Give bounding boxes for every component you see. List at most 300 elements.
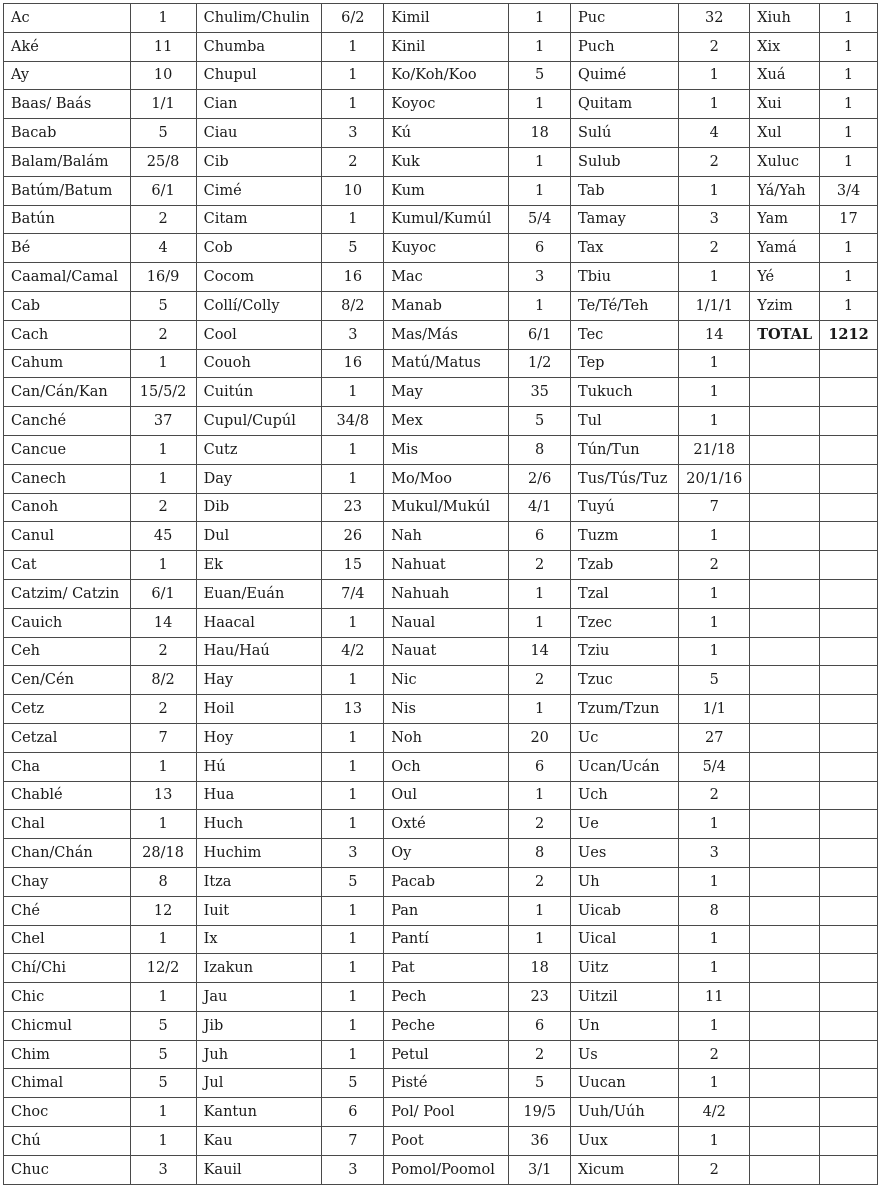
table-body xyxy=(4,4,878,1185)
count-cell: 1 xyxy=(322,464,384,493)
surname-cell: Hau/Haú xyxy=(196,637,322,666)
count-cell: 1 xyxy=(130,464,196,493)
surname-cell: Cetz xyxy=(4,695,131,724)
surname-cell: Dul xyxy=(196,522,322,551)
count-cell: 5 xyxy=(322,1069,384,1098)
surname-cell: Ac xyxy=(4,4,131,33)
surname-cell: Hoy xyxy=(196,723,322,752)
count-cell: 7 xyxy=(130,723,196,752)
surname-cell: Nis xyxy=(384,695,509,724)
surname-cell: Pol/ Pool xyxy=(384,1098,509,1127)
count-cell: 2 xyxy=(679,781,750,810)
count-cell xyxy=(820,464,878,493)
count-cell: 1 xyxy=(820,32,878,61)
count-cell: 5 xyxy=(322,234,384,263)
surname-cell: Tuzm xyxy=(571,522,679,551)
surname-cell: Nahuat xyxy=(384,551,509,580)
surname-cell: Tzuc xyxy=(571,666,679,695)
surname-cell: Chic xyxy=(4,983,131,1012)
surname-cell: Cancue xyxy=(4,435,131,464)
surname-cell: Aké xyxy=(4,32,131,61)
count-cell: 1 xyxy=(322,61,384,90)
surname-cell xyxy=(750,1011,820,1040)
count-cell: 5 xyxy=(509,407,571,436)
count-cell: 7 xyxy=(322,1127,384,1156)
surname-cell: Couoh xyxy=(196,349,322,378)
count-cell: 1 xyxy=(679,176,750,205)
surname-cell: Canul xyxy=(4,522,131,551)
surname-cell: Kantun xyxy=(196,1098,322,1127)
count-cell xyxy=(820,839,878,868)
count-cell: 19/5 xyxy=(509,1098,571,1127)
table-row xyxy=(4,867,878,896)
count-cell: 14 xyxy=(509,637,571,666)
surname-cell: Citam xyxy=(196,205,322,234)
surname-cell: Ek xyxy=(196,551,322,580)
table-row xyxy=(4,234,878,263)
count-cell xyxy=(820,493,878,522)
surname-cell xyxy=(750,954,820,983)
count-cell: 11 xyxy=(679,983,750,1012)
count-cell: 1 xyxy=(130,983,196,1012)
count-cell: 1 xyxy=(509,925,571,954)
count-cell: 34/8 xyxy=(322,407,384,436)
count-cell: 2 xyxy=(130,695,196,724)
count-cell: 1 xyxy=(322,378,384,407)
count-cell: 2 xyxy=(509,810,571,839)
count-cell: 1 xyxy=(130,925,196,954)
surname-cell: Pech xyxy=(384,983,509,1012)
surname-cell xyxy=(750,723,820,752)
surname-cell xyxy=(750,551,820,580)
count-cell: 1 xyxy=(679,349,750,378)
surname-cell: Mis xyxy=(384,435,509,464)
table-row xyxy=(4,810,878,839)
surname-cell: Cian xyxy=(196,90,322,119)
surname-cell xyxy=(750,1155,820,1184)
surname-cell: Chan/Chán xyxy=(4,839,131,868)
surname-cell: Un xyxy=(571,1011,679,1040)
count-cell: 1 xyxy=(679,1011,750,1040)
surname-cell: Pisté xyxy=(384,1069,509,1098)
surname-cell: Canech xyxy=(4,464,131,493)
count-cell: 20/1/16 xyxy=(679,464,750,493)
surname-cell xyxy=(750,1098,820,1127)
count-cell: 6 xyxy=(509,522,571,551)
surname-cell xyxy=(750,781,820,810)
surname-cell: Chay xyxy=(4,867,131,896)
count-cell: 1 xyxy=(130,1098,196,1127)
surname-cell: Izakun xyxy=(196,954,322,983)
count-cell: 2 xyxy=(322,147,384,176)
count-cell: 16/9 xyxy=(130,263,196,292)
count-cell: 4/2 xyxy=(322,637,384,666)
surname-cell: Kuk xyxy=(384,147,509,176)
table-row xyxy=(4,1040,878,1069)
surname-cell: Chim xyxy=(4,1040,131,1069)
surname-cell: Nic xyxy=(384,666,509,695)
surname-cell: Cimé xyxy=(196,176,322,205)
surname-cell: Ix xyxy=(196,925,322,954)
count-cell: 8/2 xyxy=(322,291,384,320)
count-cell: 11 xyxy=(130,32,196,61)
count-cell xyxy=(820,954,878,983)
count-cell: 6/1 xyxy=(130,579,196,608)
surname-cell: Uh xyxy=(571,867,679,896)
count-cell: 2 xyxy=(679,234,750,263)
count-cell: 18 xyxy=(509,119,571,148)
table-row xyxy=(4,349,878,378)
count-cell: 13 xyxy=(130,781,196,810)
surname-cell: Uuh/Uúh xyxy=(571,1098,679,1127)
count-cell: 1/1/1 xyxy=(679,291,750,320)
count-cell: 1 xyxy=(509,781,571,810)
count-cell xyxy=(820,1069,878,1098)
surname-cell xyxy=(750,608,820,637)
count-cell xyxy=(820,608,878,637)
surname-cell xyxy=(750,407,820,436)
surname-cell: Xiuh xyxy=(750,4,820,33)
surname-cell: Pat xyxy=(384,954,509,983)
surname-cell: Chal xyxy=(4,810,131,839)
surname-cell: Cetzal xyxy=(4,723,131,752)
surname-cell: Dib xyxy=(196,493,322,522)
table-row xyxy=(4,896,878,925)
surname-cell: Tún/Tun xyxy=(571,435,679,464)
surname-cell: Nahuah xyxy=(384,579,509,608)
count-cell: 2 xyxy=(130,493,196,522)
count-cell: 1 xyxy=(130,551,196,580)
count-cell: 2 xyxy=(509,867,571,896)
count-cell: 3/1 xyxy=(509,1155,571,1184)
count-cell: 1 xyxy=(509,608,571,637)
surname-cell: Chicmul xyxy=(4,1011,131,1040)
surname-cell: Tax xyxy=(571,234,679,263)
surname-cell xyxy=(750,522,820,551)
count-cell: 2/6 xyxy=(509,464,571,493)
surname-cell: Tamay xyxy=(571,205,679,234)
surname-cell: Peche xyxy=(384,1011,509,1040)
surname-cell: Oxté xyxy=(384,810,509,839)
surname-cell: Och xyxy=(384,752,509,781)
table-row xyxy=(4,176,878,205)
count-cell: 8/2 xyxy=(130,666,196,695)
count-cell: 5 xyxy=(130,1069,196,1098)
count-cell: 1 xyxy=(509,896,571,925)
count-cell: 32 xyxy=(679,4,750,33)
surname-cell: Ue xyxy=(571,810,679,839)
table-row xyxy=(4,522,878,551)
surname-cell xyxy=(750,810,820,839)
surname-cell xyxy=(750,435,820,464)
table-row xyxy=(4,1127,878,1156)
surname-cell: Chablé xyxy=(4,781,131,810)
surname-cell: Kau xyxy=(196,1127,322,1156)
count-cell: 2 xyxy=(509,666,571,695)
surname-cell: Ciau xyxy=(196,119,322,148)
count-cell: 8 xyxy=(509,435,571,464)
surname-cell: Euan/Euán xyxy=(196,579,322,608)
surname-cell xyxy=(750,464,820,493)
count-cell xyxy=(820,1098,878,1127)
count-cell: 8 xyxy=(130,867,196,896)
surname-cell: Bé xyxy=(4,234,131,263)
surname-cell: Xuluc xyxy=(750,147,820,176)
surname-cell xyxy=(750,839,820,868)
count-cell: 1 xyxy=(679,867,750,896)
count-cell: 7 xyxy=(679,493,750,522)
surname-cell: Balam/Balám xyxy=(4,147,131,176)
count-cell: 5 xyxy=(322,867,384,896)
count-cell: 12/2 xyxy=(130,954,196,983)
count-cell: 1 xyxy=(509,90,571,119)
surname-cell xyxy=(750,695,820,724)
count-cell: 4/1 xyxy=(509,493,571,522)
count-cell: 21/18 xyxy=(679,435,750,464)
surname-cell: Uical xyxy=(571,925,679,954)
count-cell xyxy=(820,579,878,608)
surname-cell: Cen/Cén xyxy=(4,666,131,695)
surname-cell: Tus/Tús/Tuz xyxy=(571,464,679,493)
surname-cell xyxy=(750,666,820,695)
surname-cell: Tzal xyxy=(571,579,679,608)
count-cell: 1 xyxy=(130,349,196,378)
count-cell: 1 xyxy=(322,781,384,810)
count-cell: 1 xyxy=(130,810,196,839)
table-row xyxy=(4,637,878,666)
total-value: 1212 xyxy=(820,320,878,349)
surname-cell xyxy=(750,1127,820,1156)
table-row xyxy=(4,407,878,436)
count-cell: 4/2 xyxy=(679,1098,750,1127)
surname-cell: Petul xyxy=(384,1040,509,1069)
count-cell: 2 xyxy=(509,1040,571,1069)
surname-cell: Tul xyxy=(571,407,679,436)
table-row xyxy=(4,1069,878,1098)
surname-cell: Cob xyxy=(196,234,322,263)
surname-cell: Kum xyxy=(384,176,509,205)
surname-cell: Yamá xyxy=(750,234,820,263)
count-cell: 1 xyxy=(322,810,384,839)
count-cell: 1 xyxy=(679,1069,750,1098)
surname-cell: Cat xyxy=(4,551,131,580)
surname-cell: Tzec xyxy=(571,608,679,637)
surname-cell: Ko/Koh/Koo xyxy=(384,61,509,90)
surname-cell xyxy=(750,637,820,666)
surname-cell: Cauich xyxy=(4,608,131,637)
count-cell: 20 xyxy=(509,723,571,752)
count-cell: 1 xyxy=(509,147,571,176)
count-cell: 1 xyxy=(679,61,750,90)
count-cell: 12 xyxy=(130,896,196,925)
surname-cell xyxy=(750,378,820,407)
count-cell: 36 xyxy=(509,1127,571,1156)
table-row xyxy=(4,666,878,695)
count-cell: 15 xyxy=(322,551,384,580)
surname-cell: Ceh xyxy=(4,637,131,666)
count-cell: 1 xyxy=(130,752,196,781)
surname-cell: Cupul/Cupúl xyxy=(196,407,322,436)
count-cell: 2 xyxy=(130,320,196,349)
count-cell: 4 xyxy=(130,234,196,263)
count-cell: 1 xyxy=(322,954,384,983)
table-row xyxy=(4,925,878,954)
surname-cell: Oy xyxy=(384,839,509,868)
table-row xyxy=(4,551,878,580)
count-cell: 1 xyxy=(820,61,878,90)
surname-cell xyxy=(750,579,820,608)
surname-cell: Can/Cán/Kan xyxy=(4,378,131,407)
count-cell: 1 xyxy=(820,234,878,263)
count-cell: 2 xyxy=(679,147,750,176)
surname-cell: Huch xyxy=(196,810,322,839)
surname-cell: Poot xyxy=(384,1127,509,1156)
count-cell: 5 xyxy=(509,1069,571,1098)
count-cell: 1 xyxy=(679,954,750,983)
count-cell: 1 xyxy=(322,723,384,752)
surname-cell: Cuitún xyxy=(196,378,322,407)
surname-cell: Yzim xyxy=(750,291,820,320)
surname-cell: Pantí xyxy=(384,925,509,954)
count-cell: 6/1 xyxy=(509,320,571,349)
count-cell: 1 xyxy=(509,695,571,724)
surname-cell: Mo/Moo xyxy=(384,464,509,493)
surname-cell: Naual xyxy=(384,608,509,637)
count-cell: 5/4 xyxy=(679,752,750,781)
surname-cell: Us xyxy=(571,1040,679,1069)
count-cell: 26 xyxy=(322,522,384,551)
count-cell xyxy=(820,1155,878,1184)
surname-cell xyxy=(750,983,820,1012)
surname-cell: Canché xyxy=(4,407,131,436)
count-cell xyxy=(820,1040,878,1069)
count-cell xyxy=(820,378,878,407)
surname-cell: Chel xyxy=(4,925,131,954)
surname-cell: Catzim/ Catzin xyxy=(4,579,131,608)
table-row xyxy=(4,1011,878,1040)
count-cell xyxy=(820,896,878,925)
table-row xyxy=(4,263,878,292)
surname-cell: Nah xyxy=(384,522,509,551)
table-row xyxy=(4,493,878,522)
count-cell: 5 xyxy=(679,666,750,695)
count-cell: 1 xyxy=(322,32,384,61)
count-cell xyxy=(820,983,878,1012)
count-cell: 6 xyxy=(509,1011,571,1040)
table-row xyxy=(4,1155,878,1184)
surname-cell: Itza xyxy=(196,867,322,896)
count-cell xyxy=(820,781,878,810)
count-cell: 35 xyxy=(509,378,571,407)
surname-cell: Tuyú xyxy=(571,493,679,522)
surname-cell: Nauat xyxy=(384,637,509,666)
surname-cell: Ucan/Ucán xyxy=(571,752,679,781)
table-row xyxy=(4,781,878,810)
count-cell: 1/2 xyxy=(509,349,571,378)
count-cell xyxy=(820,695,878,724)
count-cell: 1 xyxy=(679,810,750,839)
surname-cell: Cib xyxy=(196,147,322,176)
count-cell: 6 xyxy=(322,1098,384,1127)
surname-cell: Mukul/Mukúl xyxy=(384,493,509,522)
count-cell: 1 xyxy=(509,32,571,61)
surname-cell: Kuyoc xyxy=(384,234,509,263)
surname-cell: Xui xyxy=(750,90,820,119)
surname-cell: Sulub xyxy=(571,147,679,176)
surname-cell: Ché xyxy=(4,896,131,925)
table-row xyxy=(4,723,878,752)
count-cell: 23 xyxy=(509,983,571,1012)
count-cell: 2 xyxy=(679,551,750,580)
surname-cell: Tbiu xyxy=(571,263,679,292)
count-cell: 27 xyxy=(679,723,750,752)
surname-cell: Batúm/Batum xyxy=(4,176,131,205)
count-cell: 1/1 xyxy=(679,695,750,724)
surname-cell: Xul xyxy=(750,119,820,148)
surname-cell: Kumul/Kumúl xyxy=(384,205,509,234)
count-cell xyxy=(820,867,878,896)
table-row xyxy=(4,435,878,464)
count-cell: 1 xyxy=(820,291,878,320)
count-cell: 1 xyxy=(322,896,384,925)
surname-cell: Noh xyxy=(384,723,509,752)
count-cell: 37 xyxy=(130,407,196,436)
surname-cell: Canoh xyxy=(4,493,131,522)
count-cell: 1 xyxy=(322,666,384,695)
surname-cell: Puch xyxy=(571,32,679,61)
table-row xyxy=(4,320,878,349)
count-cell: 10 xyxy=(130,61,196,90)
count-cell: 1 xyxy=(322,90,384,119)
surname-cell: Chupul xyxy=(196,61,322,90)
surname-cell xyxy=(750,867,820,896)
table-row xyxy=(4,378,878,407)
count-cell: 1 xyxy=(322,752,384,781)
surname-cell: Iuit xyxy=(196,896,322,925)
count-cell xyxy=(820,1011,878,1040)
surname-cell: Ay xyxy=(4,61,131,90)
count-cell: 1 xyxy=(679,1127,750,1156)
count-cell: 2 xyxy=(509,551,571,580)
count-cell: 1 xyxy=(509,4,571,33)
count-cell: 5/4 xyxy=(509,205,571,234)
surname-cell: Koyoc xyxy=(384,90,509,119)
count-cell xyxy=(820,435,878,464)
surname-cell: Chumba xyxy=(196,32,322,61)
count-cell: 16 xyxy=(322,349,384,378)
count-cell: 1 xyxy=(820,4,878,33)
count-cell: 1 xyxy=(679,90,750,119)
count-cell: 1 xyxy=(322,925,384,954)
surname-cell xyxy=(750,1069,820,1098)
count-cell: 6 xyxy=(509,234,571,263)
count-cell: 1 xyxy=(322,435,384,464)
surname-cell: Jul xyxy=(196,1069,322,1098)
count-cell xyxy=(820,349,878,378)
count-cell: 1 xyxy=(679,608,750,637)
count-cell: 1 xyxy=(322,608,384,637)
table-row xyxy=(4,954,878,983)
surname-cell: Xicum xyxy=(571,1155,679,1184)
count-cell: 14 xyxy=(679,320,750,349)
count-cell: 5 xyxy=(130,1011,196,1040)
count-cell: 8 xyxy=(679,896,750,925)
count-cell: 1 xyxy=(679,263,750,292)
surname-cell: Quimé xyxy=(571,61,679,90)
count-cell xyxy=(820,752,878,781)
count-cell: 1 xyxy=(130,4,196,33)
surname-cell: Cahum xyxy=(4,349,131,378)
